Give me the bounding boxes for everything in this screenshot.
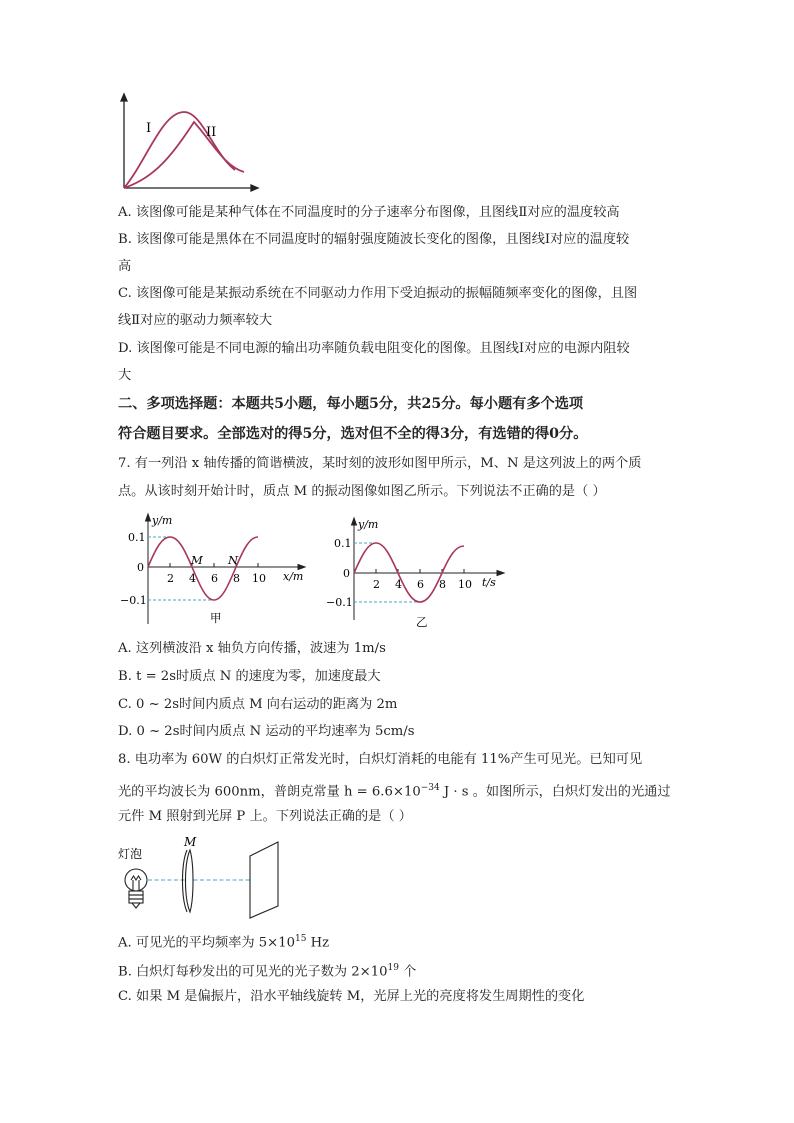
figure-axes xyxy=(121,94,258,191)
jia-point-n: N xyxy=(228,553,239,567)
m-element-label: M xyxy=(184,835,197,849)
q7-option-b: B. t = 2s时质点 N 的速度为零，加速度最大 xyxy=(118,669,381,684)
yi-y-axis-label: y/m xyxy=(358,518,379,531)
q7-stem-line1: 7. 有一列沿 x 轴传播的简谐横波，某时刻的波形如图甲所示，M、N 是这列波上的两个质 xyxy=(118,456,642,471)
q6-option-d-line2: 大 xyxy=(118,368,132,383)
jia-y-zero-label: 0 xyxy=(137,561,144,574)
yi-y-bot-label: −0.1 xyxy=(326,596,353,609)
jia-tick-4: 4 xyxy=(189,572,196,585)
curve-II-label: II xyxy=(206,125,217,140)
jia-point-m: M xyxy=(191,553,203,567)
lamp-polarizer-figure xyxy=(114,834,284,920)
q8-stem-line2-exp: −34 xyxy=(420,783,440,793)
yi-tick-8: 8 xyxy=(439,578,446,591)
distribution-curves-figure xyxy=(110,92,260,194)
section-2-heading-line1: 二、多项选择题：本题共5小题，每小题5分，共25分。每小题有多个选项 xyxy=(118,396,584,412)
jia-tick-6: 6 xyxy=(211,572,218,585)
q8-option-b-exp: 19 xyxy=(387,963,399,973)
yi-x-axis-label: t/s xyxy=(482,576,496,589)
lamp-label: 灯泡 xyxy=(118,847,143,861)
yi-axes xyxy=(352,518,505,620)
q8-option-a xyxy=(118,930,329,952)
q8-option-c: C. 如果 M 是偏振片，沿水平轴线旋转 M，光屏上光的亮度将发生周期性的变化 xyxy=(118,989,585,1004)
q8-stem-line2-a: 光的平均波长为 600nm，普朗克常量 h = 6.6×10 xyxy=(118,784,421,800)
jia-y-bot-label: −0.1 xyxy=(120,594,147,607)
yi-tick-10: 10 xyxy=(458,578,472,591)
q7-option-d: D. 0 ~ 2s时间内质点 N 运动的平均速率为 5cm/s xyxy=(118,724,415,739)
q6-option-c-line1: C. 该图像可能是某振动系统在不同驱动力作用下受迫振动的振幅随频率变化的图像，且图 xyxy=(118,286,638,301)
q6-option-b-line2: 高 xyxy=(118,259,132,274)
vibration-figure-yi xyxy=(324,516,514,634)
section-2-heading-line2: 符合题目要求。全部选对的得5分，选对但不全的得3分，有选错的得0分。 xyxy=(118,426,588,442)
q8-option-b-pre: B. 白炽灯每秒发出的可见光的光子数为 2×10 xyxy=(118,964,388,980)
q7-stem-line2: 点。从该时刻开始计时，质点 M 的振动图像如图乙所示。下列说法不正确的是（ ） xyxy=(118,484,606,499)
q7-option-c: C. 0 ~ 2s时间内质点 M 向右运动的距离为 2m xyxy=(118,697,398,712)
q6-option-c-line2: 线Ⅱ对应的驱动力频率较大 xyxy=(118,313,273,328)
yi-tick-6: 6 xyxy=(417,578,424,591)
yi-caption: 乙 xyxy=(416,615,428,629)
q8-option-a-exp: 15 xyxy=(295,934,307,944)
q8-option-b-post: 个 xyxy=(398,964,417,980)
jia-caption: 甲 xyxy=(210,611,222,625)
q8-stem-line2 xyxy=(118,779,671,801)
q8-stem-line1: 8. 电功率为 60W 的白炽灯正常发光时，白炽灯消耗的电能有 11%产生可见光。已知可见 xyxy=(118,752,643,767)
q8-stem-line3: 元件 M 照射到光屏 P 上。下列说法正确的是（ ） xyxy=(118,809,412,824)
jia-y-axis-label: y/m xyxy=(152,514,173,527)
curve-I-label: I xyxy=(146,121,152,136)
q8-stem-line2-b: J · s 。如图所示，白炽灯发出的光通过 xyxy=(439,784,671,800)
jia-tick-8: 8 xyxy=(233,572,240,585)
wave-figure-jia xyxy=(118,512,313,630)
lightbulb-icon xyxy=(125,869,147,908)
yi-tick-4: 4 xyxy=(395,578,402,591)
jia-y-top-label: 0.1 xyxy=(128,531,146,544)
jia-tick-2: 2 xyxy=(167,572,174,585)
q8-option-a-post: Hz xyxy=(306,935,330,951)
q7-option-a: A. 这列横波沿 x 轴负方向传播，波速为 1m/s xyxy=(118,641,386,656)
p-screen xyxy=(250,842,278,918)
jia-x-axis-label: x/m xyxy=(283,570,304,583)
yi-y-top-label: 0.1 xyxy=(334,537,352,550)
m-element-lens xyxy=(183,850,194,912)
q6-option-b-line1: B. 该图像可能是黑体在不同温度时的辐射强度随波长变化的图像，且图线Ⅰ对应的温度较 xyxy=(118,232,630,247)
q8-option-b xyxy=(118,959,416,981)
jia-axes xyxy=(146,514,306,624)
yi-y-zero-label: 0 xyxy=(343,567,350,580)
curve-I xyxy=(124,112,235,188)
q8-option-a-pre: A. 可见光的平均频率为 5×10 xyxy=(118,935,296,951)
yi-tick-2: 2 xyxy=(373,578,380,591)
jia-tick-10: 10 xyxy=(252,572,266,585)
jia-wave xyxy=(148,537,258,600)
curve-II xyxy=(124,122,244,188)
q6-option-a: A. 该图像可能是某种气体在不同温度时的分子速率分布图像，且图线Ⅱ对应的温度较高 xyxy=(118,205,620,220)
q6-option-d-line1: D. 该图像可能是不同电源的输出功率随负载电阻变化的图像。且图线Ⅰ对应的电源内阻较 xyxy=(118,341,630,356)
